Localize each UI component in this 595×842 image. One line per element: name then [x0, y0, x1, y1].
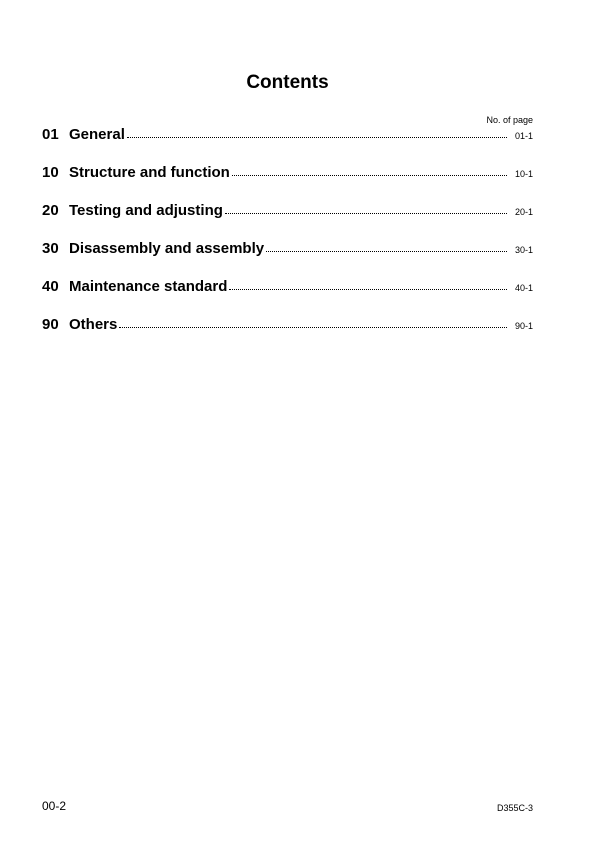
dot-leader	[266, 250, 507, 252]
page-column-header: No. of page	[486, 115, 533, 125]
toc-entry-label: General	[69, 126, 125, 143]
toc-entry-number: 20	[42, 202, 59, 219]
toc-entry-label: Structure and function	[69, 164, 230, 181]
toc-entry-label: Others	[69, 316, 118, 333]
toc-entry-disassembly-and-assembly[interactable]	[42, 238, 533, 276]
toc-entry-label: Maintenance standard	[69, 278, 228, 295]
toc-entry-number: 30	[42, 240, 59, 257]
page-title: Contents	[246, 72, 329, 93]
toc-entry-number: 90	[42, 316, 59, 333]
dot-leader	[127, 136, 507, 138]
toc-entry-page: 90-1	[514, 321, 533, 331]
table-of-contents	[42, 124, 533, 352]
toc-entry-page: 30-1	[514, 245, 533, 255]
footer-model-code: D355C-3	[496, 803, 533, 813]
toc-entry-maintenance-standard[interactable]	[42, 276, 533, 314]
toc-entry-testing-and-adjusting[interactable]	[42, 200, 533, 238]
toc-entry-page: 01-1	[514, 131, 533, 141]
toc-entry-number: 10	[42, 164, 59, 181]
dot-leader	[229, 288, 507, 290]
toc-entry-structure-and-function[interactable]	[42, 162, 533, 200]
toc-entry-page: 40-1	[514, 283, 533, 293]
toc-entry-label: Disassembly and assembly	[69, 240, 265, 257]
toc-entry-page: 10-1	[514, 169, 533, 179]
toc-entry-label: Testing and adjusting	[69, 202, 223, 219]
toc-entry-others[interactable]	[42, 314, 533, 352]
dot-leader	[119, 326, 507, 328]
footer-page-number: 00-2	[42, 799, 67, 813]
dot-leader	[225, 212, 507, 214]
toc-entry-general[interactable]	[42, 124, 533, 162]
dot-leader	[232, 174, 507, 176]
toc-entry-number: 01	[42, 126, 59, 143]
toc-entry-page: 20-1	[514, 207, 533, 217]
toc-entry-number: 40	[42, 278, 59, 295]
